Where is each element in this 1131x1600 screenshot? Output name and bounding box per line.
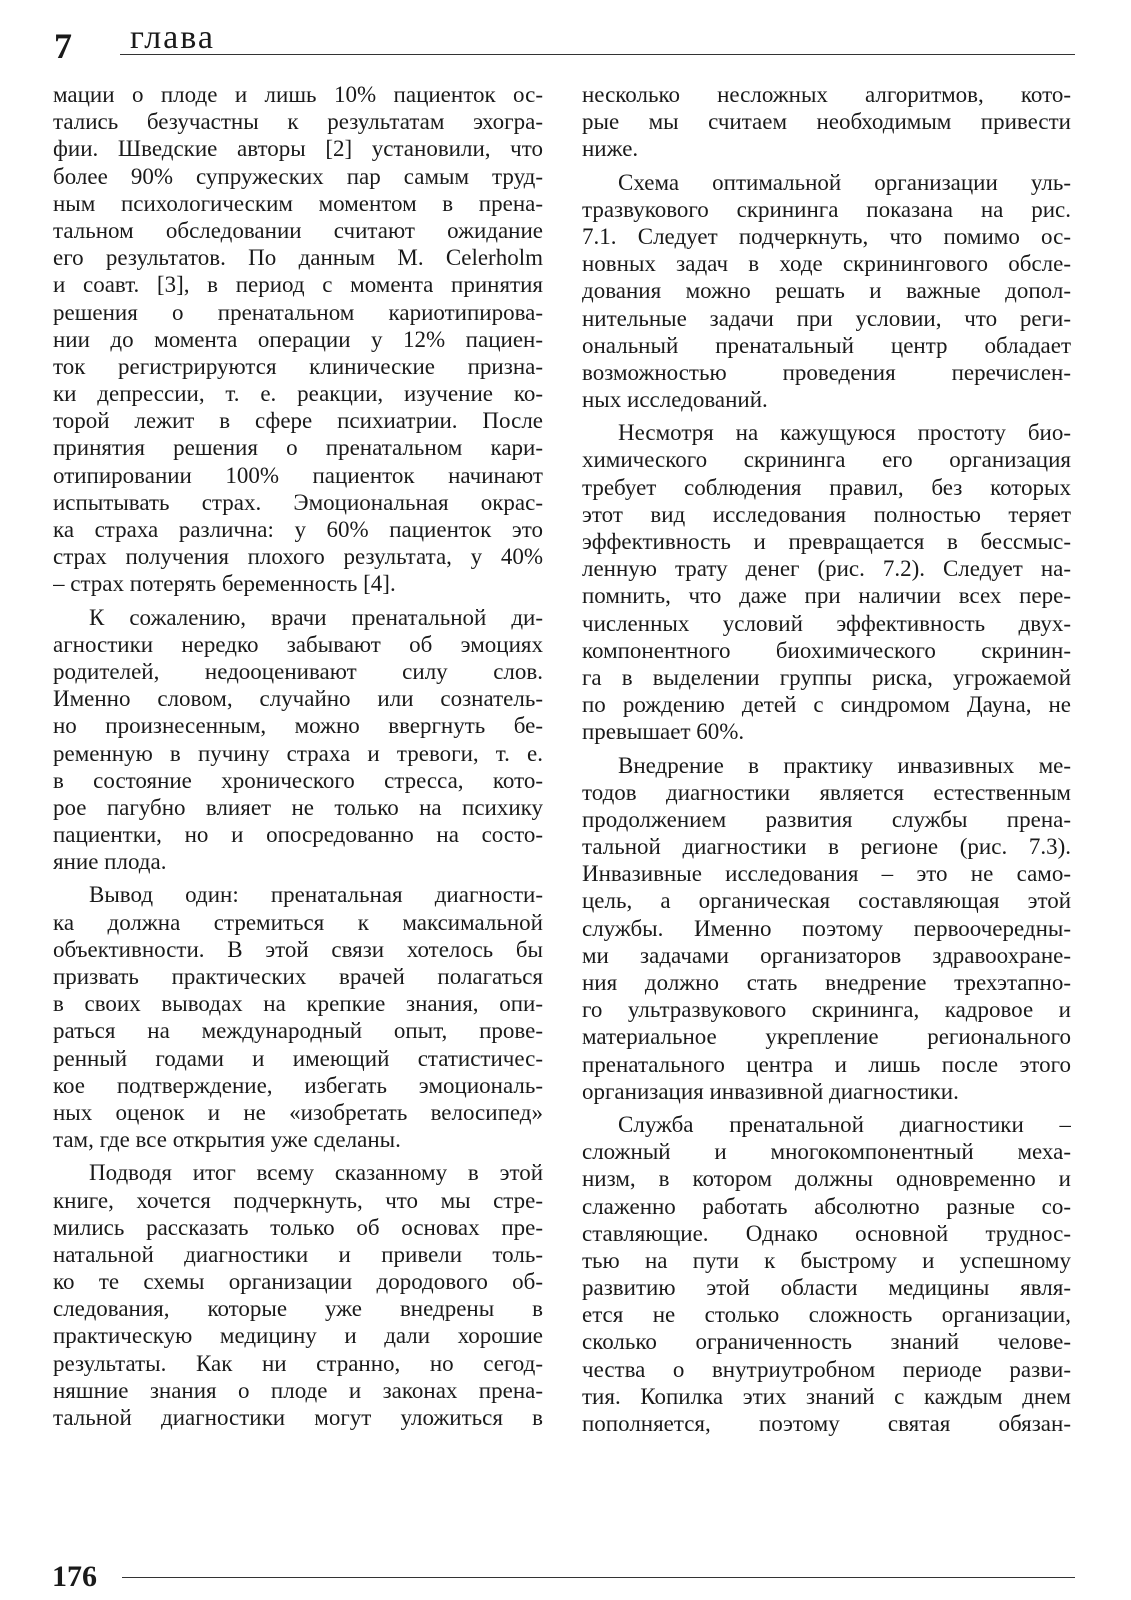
text-line: чества о внутриутробном периоде разви-	[582, 1356, 1071, 1382]
text-line: ки депрессии, т. е. реакции, изучение ко-	[53, 381, 543, 407]
text-line: низм, в котором должны одновременно и	[582, 1166, 1071, 1192]
text-line: продолжением развития службы прена-	[582, 806, 1071, 832]
text-line: фии. Шведские авторы [2] установили, что	[53, 136, 543, 162]
text-line: ным психологическим моментом в прена-	[53, 190, 543, 216]
text-line: тальной диагностики в регионе (рис. 7.3).	[582, 834, 1071, 860]
text-line: Подводя итог всему сказанному в этой	[89, 1160, 543, 1186]
text-line: Именно словом, случайно или сознатель-	[53, 686, 543, 712]
text-line: требует соблюдения правил, без которых	[582, 474, 1071, 500]
text-line: организация инвазивной диагностики.	[582, 1078, 959, 1104]
text-line: К сожалению, врачи пренатальной ди-	[89, 604, 543, 630]
text-line: Внедрение в практику инвазивных ме-	[618, 752, 1071, 778]
text-line: следования, которые уже внедрены в	[53, 1296, 543, 1322]
text-line: ка должна стремиться к максимальной	[53, 909, 543, 935]
text-line: 7.1. Следует подчеркнуть, что помимо ос-	[582, 223, 1071, 249]
text-line: материальное укрепление регионального	[582, 1024, 1071, 1050]
text-line: химического скрининга его организация	[582, 447, 1071, 473]
text-line: натальной диагностики и привели толь-	[53, 1241, 543, 1267]
text-line: рые мы считаем необходимым привести	[582, 109, 1071, 135]
text-line: ленную трату денег (рис. 7.2). Следует на-	[582, 556, 1071, 582]
text-line: Инвазивные исследования – это не само-	[582, 861, 1071, 887]
text-line: ния должно стать внедрение трехэтапно-	[582, 970, 1071, 995]
text-line: сложный и многокомпонентный меха-	[582, 1139, 1071, 1165]
text-line: пренатального центра и лишь после этого	[582, 1051, 1071, 1077]
text-line: по рождению детей с синдромом Дауна, не	[582, 692, 1071, 718]
right-text-column	[582, 81, 1071, 1437]
text-line: Вывод один: пренатальная диагности-	[89, 882, 543, 908]
text-line: – страх потерять беременность [4].	[53, 571, 396, 597]
text-line: агностики нередко забывают об эмоциях	[53, 631, 543, 657]
text-line: тались безучастны к результатам эхогра-	[53, 109, 543, 135]
text-line: новных задач в ходе скринингового обсле-	[582, 251, 1071, 277]
text-line: пациентки, но и опосредованно на состо-	[53, 822, 543, 848]
text-line: ется не столько сложность организации,	[582, 1302, 1071, 1328]
text-line: призвать практических врачей полагаться	[53, 964, 543, 989]
text-line: превышает 60%.	[582, 719, 745, 745]
text-line: службы. Именно поэтому первоочередны-	[582, 915, 1071, 941]
text-line: в состояние хронического стресса, кото-	[53, 767, 543, 793]
text-line: нии до момента операции у 12% пациен-	[53, 326, 543, 352]
text-line: принятия решения о пренатальном кари-	[53, 435, 543, 461]
footer-rule	[122, 1577, 1075, 1578]
page-number: 176	[52, 1560, 97, 1593]
text-line: тальной диагностики могут уложиться в	[53, 1405, 543, 1430]
text-line: ниже.	[582, 136, 639, 162]
text-line: тразвукового скрининга показана на рис.	[582, 196, 1071, 222]
text-line: кое подтверждение, избегать эмоциональ-	[53, 1072, 543, 1098]
text-line: эффективность и превращается в бессмыс-	[582, 529, 1071, 554]
text-line: но произнесенным, можно ввергнуть бе-	[53, 713, 543, 739]
text-line: ных исследований.	[582, 387, 768, 413]
text-line: Служба пренатальной диагностики –	[618, 1111, 1071, 1137]
text-line: дования можно решать и важные допол-	[582, 278, 1071, 304]
text-line: решения о пренатальном кариотипирова-	[53, 299, 543, 325]
header-rule	[120, 54, 1075, 55]
text-line: практическую медицину и дали хорошие	[53, 1323, 543, 1349]
text-line: рое пагубно влияет не только на психику	[53, 794, 543, 820]
text-line: и соавт. [3], в период с момента принятия	[53, 272, 543, 298]
text-line: раться на международный опыт, прове-	[53, 1018, 543, 1044]
text-line: мации о плоде и лишь 10% пациенток ос-	[53, 82, 543, 107]
text-line: ренный годами и имеющий статистичес-	[53, 1045, 543, 1071]
text-line: в своих выводах на крепкие знания, опи-	[53, 991, 543, 1017]
left-text-column	[53, 81, 543, 1431]
text-line: ременную в пучину страха и тревоги, т. е.	[53, 740, 543, 766]
text-line: результаты. Как ни странно, но сегод-	[53, 1350, 543, 1376]
text-line: несколько несложных алгоритмов, кото-	[582, 82, 1071, 107]
text-line: цель, а органическая составляющая этой	[582, 888, 1071, 914]
text-line: компонентного биохимического скринин-	[582, 637, 1071, 663]
text-line: ми задачами организаторов здравоохране-	[582, 942, 1071, 968]
text-line: пополняется, поэтому святая обязан-	[582, 1411, 1071, 1436]
text-line: ных оценок и не «изобретать велосипед»	[53, 1099, 543, 1125]
text-line: более 90% супружеских пар самым труд-	[53, 163, 543, 189]
text-line: сколько ограниченность знаний челове-	[582, 1329, 1071, 1355]
text-line: тью на пути к быстрому и успешному	[582, 1247, 1071, 1273]
text-line: ставляющие. Однако основной труднос-	[582, 1220, 1071, 1246]
text-line: численных условий эффективность двух-	[582, 610, 1071, 636]
text-line: тодов диагностики является естественным	[582, 779, 1071, 805]
text-line: там, где все открытия уже сделаны.	[53, 1127, 401, 1153]
text-line: га в выделении группы риска, угрожаемой	[582, 664, 1071, 690]
chapter-label: глава	[130, 19, 215, 56]
text-line: объективности. В этой связи хотелось бы	[53, 936, 543, 962]
text-line: отипировании 100% пациенток начинают	[53, 462, 543, 488]
text-line: ональный пренатальный центр обладает	[582, 332, 1071, 358]
text-line: испытывать страх. Эмоциональная окрас-	[53, 489, 543, 515]
text-line: тия. Копилка этих знаний с каждым днем	[582, 1383, 1071, 1409]
text-line: ко те схемы организации дородового об-	[53, 1269, 543, 1295]
text-line: торой лежит в сфере психиатрии. После	[53, 408, 543, 434]
text-line: нительные задачи при условии, что реги-	[582, 305, 1071, 331]
text-line: родителей, недооценивают силу слов.	[53, 658, 543, 684]
text-line: го ультразвукового скрининга, кадровое и	[582, 997, 1071, 1023]
text-line: слаженно работать абсолютно разные со-	[582, 1193, 1071, 1219]
text-line: помнить, что даже при наличии всех пере-	[582, 583, 1071, 609]
text-line: яние плода.	[53, 849, 167, 875]
text-line: ка страха различна: у 60% пациенток это	[53, 517, 543, 542]
page-footer	[0, 1560, 1131, 1600]
page-header	[0, 0, 1131, 80]
text-line: Схема оптимальной организации уль-	[618, 169, 1071, 195]
text-line: няшние знания о плоде и законах прена-	[53, 1377, 543, 1403]
text-line: книге, хочется подчеркнуть, что мы стре-	[53, 1187, 543, 1213]
text-line: ток регистрируются клинические призна-	[53, 353, 543, 379]
text-line: возможностью проведения перечислен-	[582, 359, 1071, 385]
text-line: его результатов. По данным M. Celerholm	[53, 245, 543, 271]
text-line: тальном обследовании считают ожидание	[53, 217, 543, 243]
text-line: этот вид исследования полностью теряет	[582, 501, 1071, 527]
text-line: развитию этой области медицины явля-	[582, 1275, 1071, 1301]
text-line: Несмотря на кажущуюся простоту био-	[618, 420, 1071, 446]
text-line: страх получения плохого результата, у 40%	[53, 544, 543, 570]
text-line: мились рассказать только об основах пре-	[53, 1214, 543, 1240]
chapter-number: 7	[54, 26, 72, 66]
